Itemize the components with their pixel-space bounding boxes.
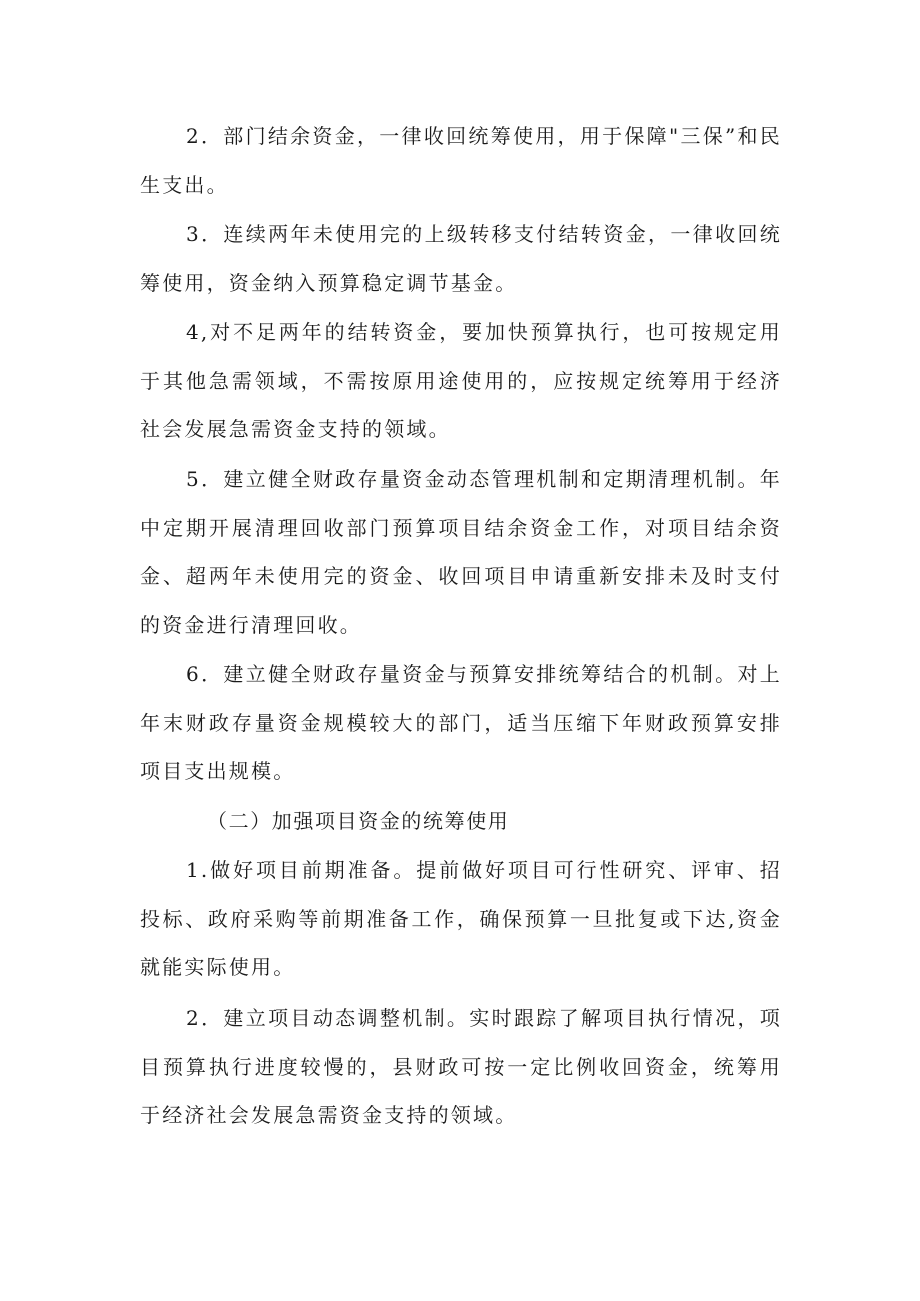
paragraph-item-1-preparation: 1.做好项目前期准备。提前做好项目可行性研究、评审、招投标、政府采购等前期准备工作，确保预算一旦批复或下达,资金就能实际使用。 — [140, 858, 782, 980]
paragraph-item-2-unit-surplus: 2．部门结余资金，一律收回统筹使用，用于保障"三保”和民生支出。 — [140, 124, 782, 197]
paragraph-item-4-carryover-funds: 4,对不足两年的结转资金，要加快预算执行，也可按规定用于其他急需领域，不需按原用途使用的，应按规定统筹用于经济社会发展急需资金支持的领域。 — [140, 320, 782, 442]
paragraph-item-2-dynamic-adjustment: 2．建立项目动态调整机制。实时跟踪了解项目执行情况，项目预算执行进度较慢的，县财政可按一定比例收回资金，统筹用于经济社会发展急需资金支持的领域。 — [140, 1006, 782, 1128]
section-heading-project-funds: （二）加强项目资金的统筹使用 — [207, 809, 510, 833]
paragraph-item-6-budget-coordination: 6．建立健全财政存量资金与预算安排统筹结合的机制。对上年末财政存量资金规模较大的部门，适当压缩下年财政预算安排项目支出规模。 — [140, 662, 782, 784]
paragraph-item-5-dynamic-management: 5．建立健全财政存量资金动态管理机制和定期清理机制。年中定期开展清理回收部门预算项目结余资金工作，对项目结余资金、超两年未使用完的资金、收回项目申请重新安排未及时支付的资金进行清理回收。 — [140, 467, 782, 637]
paragraph-item-3-transfer-funds: 3．连续两年未使用完的上级转移支付结转资金，一律收回统筹使用，资金纳入预算稳定调节基金。 — [140, 222, 782, 295]
